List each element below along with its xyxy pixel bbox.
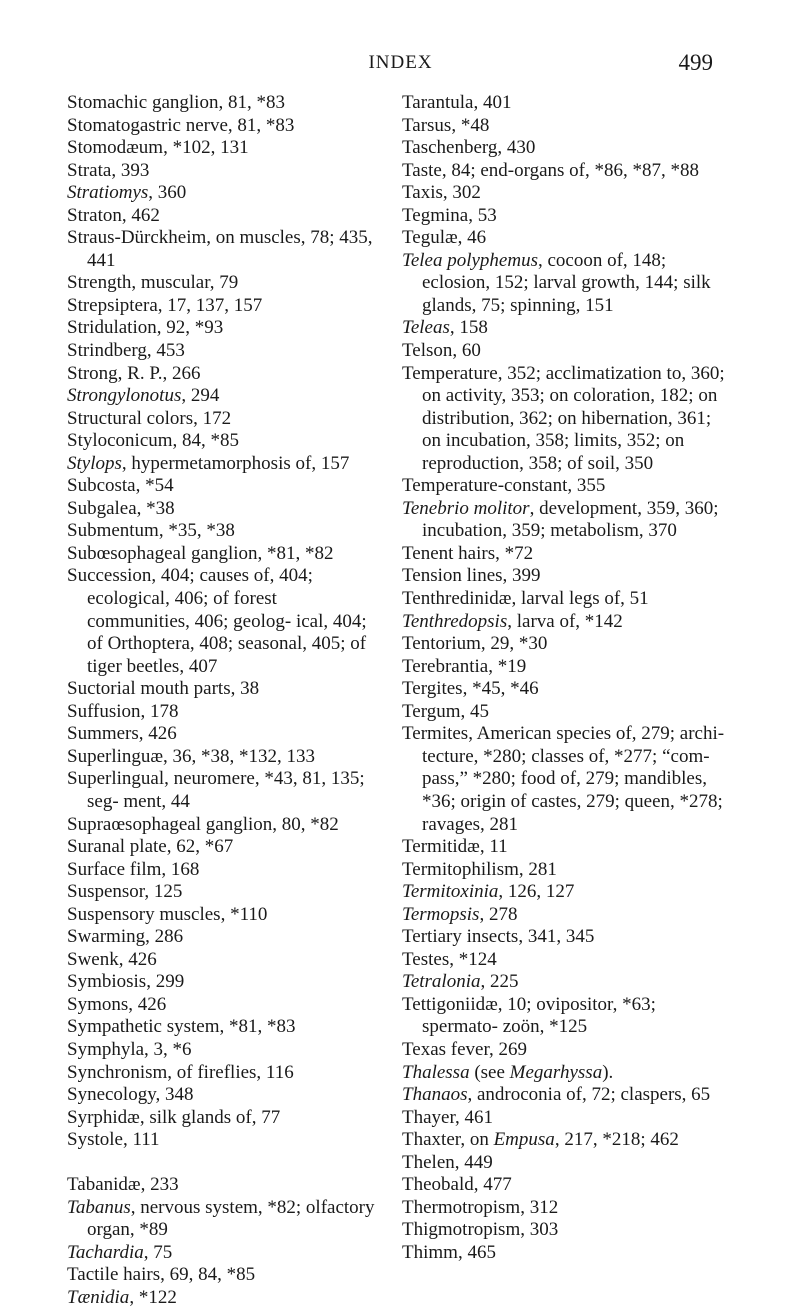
- entry-text: Tentorium, 29, *30: [402, 633, 548, 655]
- index-entry: [67, 272, 382, 295]
- entry-text: Tension lines, 399: [402, 565, 541, 587]
- entry-text: Texas fever, 269: [402, 1038, 528, 1060]
- entry-italic-term: Thalessa: [402, 1061, 470, 1083]
- entry-italic-term: Tænidia: [67, 1286, 130, 1308]
- entry-italic-term: Thanaos: [402, 1084, 468, 1106]
- entry-text: , androconia of, 72; claspers, 65: [467, 1084, 711, 1106]
- index-entry: [67, 430, 382, 453]
- index-entry: [402, 1062, 732, 1085]
- entry-text: Strindberg, 453: [67, 340, 185, 362]
- entry-italic-term: Stratiomys: [67, 182, 149, 204]
- entry-italic-term: Teleas: [402, 317, 450, 339]
- entry-text: Summers, 426: [67, 723, 177, 745]
- index-entry: [67, 1129, 382, 1152]
- entry-text: Taschenberg, 430: [402, 137, 536, 159]
- entry-text: Systole, 111: [67, 1129, 160, 1151]
- index-entry: [67, 1264, 382, 1287]
- index-entry: [67, 723, 382, 746]
- entry-text: Tabanidæ, 233: [67, 1174, 179, 1196]
- index-entry: [67, 160, 382, 183]
- entry-text: , larva of, *142: [507, 610, 623, 632]
- entry-text: , 360: [148, 182, 187, 204]
- entry-text: Symphyla, 3, *6: [67, 1038, 192, 1060]
- entry-text: Straton, 462: [67, 204, 160, 226]
- index-entry: [402, 1107, 732, 1130]
- index-entry: [67, 678, 382, 701]
- index-entry: [67, 1062, 382, 1085]
- entry-text: , cocoon of, 148; eclosion, 152; larval growth, 144; silk glands, 75; spinning, 151: [422, 249, 711, 316]
- index-entry: [67, 137, 382, 160]
- index-entry: [67, 317, 382, 340]
- index-entry: [67, 971, 382, 994]
- index-entry: [67, 1242, 382, 1265]
- index-entry: [402, 633, 732, 656]
- entry-italic-term: Tenthredopsis: [402, 610, 508, 632]
- entry-text: Styloconicum, 84, *85: [67, 430, 240, 452]
- entry-text: Strepsiptera, 17, 137, 157: [67, 294, 263, 316]
- index-entry: [67, 1174, 382, 1197]
- entry-text: Taste, 84; end-organs of, *86, *87, *88: [402, 159, 699, 181]
- entry-text: Tergum, 45: [402, 700, 489, 722]
- entry-text: Termites, American species of, 279; archi- tecture, *280; classes of, *277; “com- pass,” *280; food of, 279; mandibles, *36; origin of castes, 279; queen, *278; ravages, 281: [402, 723, 725, 835]
- index-entry: [67, 453, 382, 476]
- index-entry: [402, 836, 732, 859]
- entry-text: , 278: [479, 903, 518, 925]
- entry-text: Tegmina, 53: [402, 204, 497, 226]
- entry-text: Thelen, 449: [402, 1151, 493, 1173]
- entry-text: , 126, 127: [498, 881, 575, 903]
- index-entry: [402, 205, 732, 228]
- index-entry: [67, 543, 382, 566]
- index-entry: [67, 1084, 382, 1107]
- index-entry: [402, 1242, 732, 1265]
- index-entry: [67, 205, 382, 228]
- entry-text: Succession, 404; causes of, 404; ecological, 406; of forest communities, 406; geolog- ical, 404; of Orthoptera, 408; seasonal, 405; of tiger beetles, 407: [67, 565, 367, 677]
- entry-italic-term: Megarhyssa: [509, 1061, 603, 1083]
- entry-text: , nervous system, *82; olfactory organ, *89: [87, 1196, 375, 1241]
- entry-text: Submentum, *35, *38: [67, 520, 235, 542]
- entry-italic-term: Tenebrio molitor: [402, 497, 530, 519]
- page-title: INDEX: [368, 52, 433, 73]
- entry-italic-term: Stylops: [67, 452, 122, 474]
- index-entry: [67, 904, 382, 927]
- entry-text: Temperature, 352; acclimatization to, 360; on activity, 353; on coloration, 182; on distribution, 362; on hibernation, 361; on incubation, 358; limits, 352; on reproduction, 358; of soil, 350: [402, 362, 725, 474]
- index-entry: [402, 475, 732, 498]
- index-entry: [402, 565, 732, 588]
- index-entry: [402, 182, 732, 205]
- index-entry: [402, 588, 732, 611]
- entry-italic-term: Empusa: [493, 1129, 555, 1151]
- entry-text: Terebrantia, *19: [402, 655, 527, 677]
- entry-text: , hypermetamorphosis of, 157: [121, 452, 350, 474]
- entry-text: Subœsophageal ganglion, *81, *82: [67, 542, 334, 564]
- entry-italic-term: Termitoxinia: [402, 881, 499, 903]
- index-entry: [402, 971, 732, 994]
- entry-text: Taxis, 302: [402, 182, 481, 204]
- entry-text: (see: [469, 1061, 510, 1083]
- entry-text: Subcosta, *54: [67, 475, 174, 497]
- entry-text: Swenk, 426: [67, 948, 157, 970]
- page-header: [0, 48, 801, 80]
- entry-text: Thermotropism, 312: [402, 1196, 559, 1218]
- index-entry: [67, 565, 382, 678]
- entry-italic-term: Tabanus: [67, 1196, 131, 1218]
- entry-text: Tarantula, 401: [402, 92, 512, 113]
- entry-italic-term: Telea polyphemus: [402, 249, 538, 271]
- entry-text: Supraœsophageal ganglion, 80, *82: [67, 813, 339, 835]
- index-entry: [67, 115, 382, 138]
- entry-text: Tergites, *45, *46: [402, 678, 539, 700]
- entry-text: Stomatogastric nerve, 81, *83: [67, 114, 295, 136]
- index-entry: [67, 768, 382, 813]
- entry-text: Synecology, 348: [67, 1084, 194, 1106]
- index-entry: [67, 994, 382, 1017]
- entry-text: Tertiary insects, 341, 345: [402, 926, 595, 948]
- index-entry: [402, 678, 732, 701]
- index-entry: [67, 926, 382, 949]
- entry-text: Swarming, 286: [67, 926, 184, 948]
- index-entry: [67, 498, 382, 521]
- index-entry: [402, 904, 732, 927]
- entry-text: Symons, 426: [67, 993, 167, 1015]
- index-entry: [402, 1197, 732, 1220]
- index-entry: [402, 1129, 732, 1152]
- index-entry: [67, 746, 382, 769]
- index-entry: [402, 227, 732, 250]
- index-entry: [67, 701, 382, 724]
- entry-text: Stomachic ganglion, 81, *83: [67, 92, 285, 113]
- entry-text: Thimm, 465: [402, 1241, 496, 1263]
- entry-text: , 158: [449, 317, 488, 339]
- index-entry: [67, 363, 382, 386]
- entry-text: , 75: [143, 1241, 173, 1263]
- index-entry: [67, 1287, 382, 1310]
- entry-text: , 217, *218; 462: [554, 1129, 679, 1151]
- entry-text: Superlinguæ, 36, *38, *132, 133: [67, 745, 316, 767]
- entry-text: Synchronism, of fireflies, 116: [67, 1061, 294, 1083]
- entry-text: Suranal plate, 62, *67: [67, 836, 234, 858]
- index-entry: [402, 1152, 732, 1175]
- entry-text: Stomodæum, *102, 131: [67, 137, 249, 159]
- entry-text: Suspensory muscles, *110: [67, 903, 268, 925]
- entry-italic-term: Tetralonia: [402, 971, 481, 993]
- index-entry: [67, 520, 382, 543]
- index-entry: [402, 498, 732, 543]
- entry-text: Strata, 393: [67, 159, 150, 181]
- entry-text: , 225: [480, 971, 519, 993]
- index-entry: [402, 92, 732, 115]
- entry-text: Surface film, 168: [67, 858, 200, 880]
- entry-text: Stridulation, 92, *93: [67, 317, 224, 339]
- index-entry: [402, 543, 732, 566]
- entry-text: Tenent hairs, *72: [402, 542, 534, 564]
- entry-text: Thayer, 461: [402, 1106, 494, 1128]
- entry-text: Strong, R. P., 266: [67, 362, 201, 384]
- entry-text: Testes, *124: [402, 948, 497, 970]
- index-entry: [402, 701, 732, 724]
- index-entry: [402, 859, 732, 882]
- index-entry: [67, 408, 382, 431]
- index-entry: [67, 182, 382, 205]
- entry-text: Superlingual, neuromere, *43, 81, 135; seg- ment, 44: [67, 768, 365, 812]
- index-entry: [402, 363, 732, 476]
- entry-text: Suspensor, 125: [67, 881, 183, 903]
- index-entry: [402, 881, 732, 904]
- entry-text: Structural colors, 172: [67, 407, 232, 429]
- entry-text: Tettigoniidæ, 10; ovipositor, *63; spermato- zoön, *125: [402, 993, 656, 1038]
- index-entry: [402, 137, 732, 160]
- entry-text: Termitidæ, 11: [402, 836, 508, 858]
- index-entry: [67, 814, 382, 837]
- page-number: 499: [678, 50, 713, 75]
- entry-text: Sympathetic system, *81, *83: [67, 1016, 296, 1038]
- section-gap: [67, 1152, 382, 1175]
- entry-text: Symbiosis, 299: [67, 971, 185, 993]
- index-entry: [402, 250, 732, 318]
- entry-text: Tegulæ, 46: [402, 227, 487, 249]
- entry-text: Straus-Dürckheim, on muscles, 78; 435, 441: [67, 227, 373, 271]
- index-entry: [67, 1197, 382, 1242]
- entry-text: , 294: [181, 385, 220, 407]
- entry-text: Suffusion, 178: [67, 700, 179, 722]
- entry-text: Syrphidæ, silk glands of, 77: [67, 1106, 281, 1128]
- index-entry: [67, 1016, 382, 1039]
- entry-text: , *122: [129, 1286, 177, 1308]
- index-entry: [67, 859, 382, 882]
- index-entry: [67, 949, 382, 972]
- index-entry: [67, 295, 382, 318]
- index-entry: [402, 656, 732, 679]
- index-entry: [402, 1174, 732, 1197]
- index-entry: [67, 227, 382, 272]
- entry-text: Telson, 60: [402, 340, 481, 362]
- index-entry: [402, 340, 732, 363]
- entry-text: Tactile hairs, 69, 84, *85: [67, 1264, 256, 1286]
- index-entry: [67, 881, 382, 904]
- index-entry: [67, 385, 382, 408]
- entry-text: Thaxter, on: [402, 1129, 494, 1151]
- entry-text: Termitophilism, 281: [402, 858, 557, 880]
- index-entry: [402, 1084, 732, 1107]
- entry-italic-term: Strongylonotus: [67, 385, 182, 407]
- entry-text: Tenthredinidæ, larval legs of, 51: [402, 588, 649, 610]
- index-column-right: [402, 92, 732, 1264]
- entry-italic-term: Tachardia: [67, 1241, 144, 1263]
- entry-text: Temperature-constant, 355: [402, 475, 606, 497]
- entry-italic-term: Termopsis: [402, 903, 480, 925]
- entry-text: ).: [602, 1061, 614, 1083]
- index-entry: [67, 92, 382, 115]
- index-entry: [402, 949, 732, 972]
- entry-text: Subgalea, *38: [67, 497, 175, 519]
- index-entry: [67, 475, 382, 498]
- entry-text: Suctorial mouth parts, 38: [67, 678, 260, 700]
- entry-text: Tarsus, *48: [402, 114, 490, 136]
- index-entry: [67, 1039, 382, 1062]
- index-entry: [67, 1107, 382, 1130]
- index-entry: [402, 723, 732, 836]
- index-entry: [402, 926, 732, 949]
- index-entry: [402, 1219, 732, 1242]
- index-entry: [402, 611, 732, 634]
- entry-text: Strength, muscular, 79: [67, 272, 239, 294]
- index-entry: [402, 160, 732, 183]
- entry-text: , development, 359, 360; incubation, 359; metabolism, 370: [422, 497, 719, 542]
- index-entry: [67, 836, 382, 859]
- entry-text: Theobald, 477: [402, 1174, 512, 1196]
- index-entry: [402, 994, 732, 1039]
- index-column-left: [67, 92, 382, 1310]
- index-entry: [402, 1039, 732, 1062]
- index-entry: [402, 317, 732, 340]
- index-entry: [402, 115, 732, 138]
- entry-text: Thigmotropism, 303: [402, 1219, 559, 1241]
- index-entry: [67, 340, 382, 363]
